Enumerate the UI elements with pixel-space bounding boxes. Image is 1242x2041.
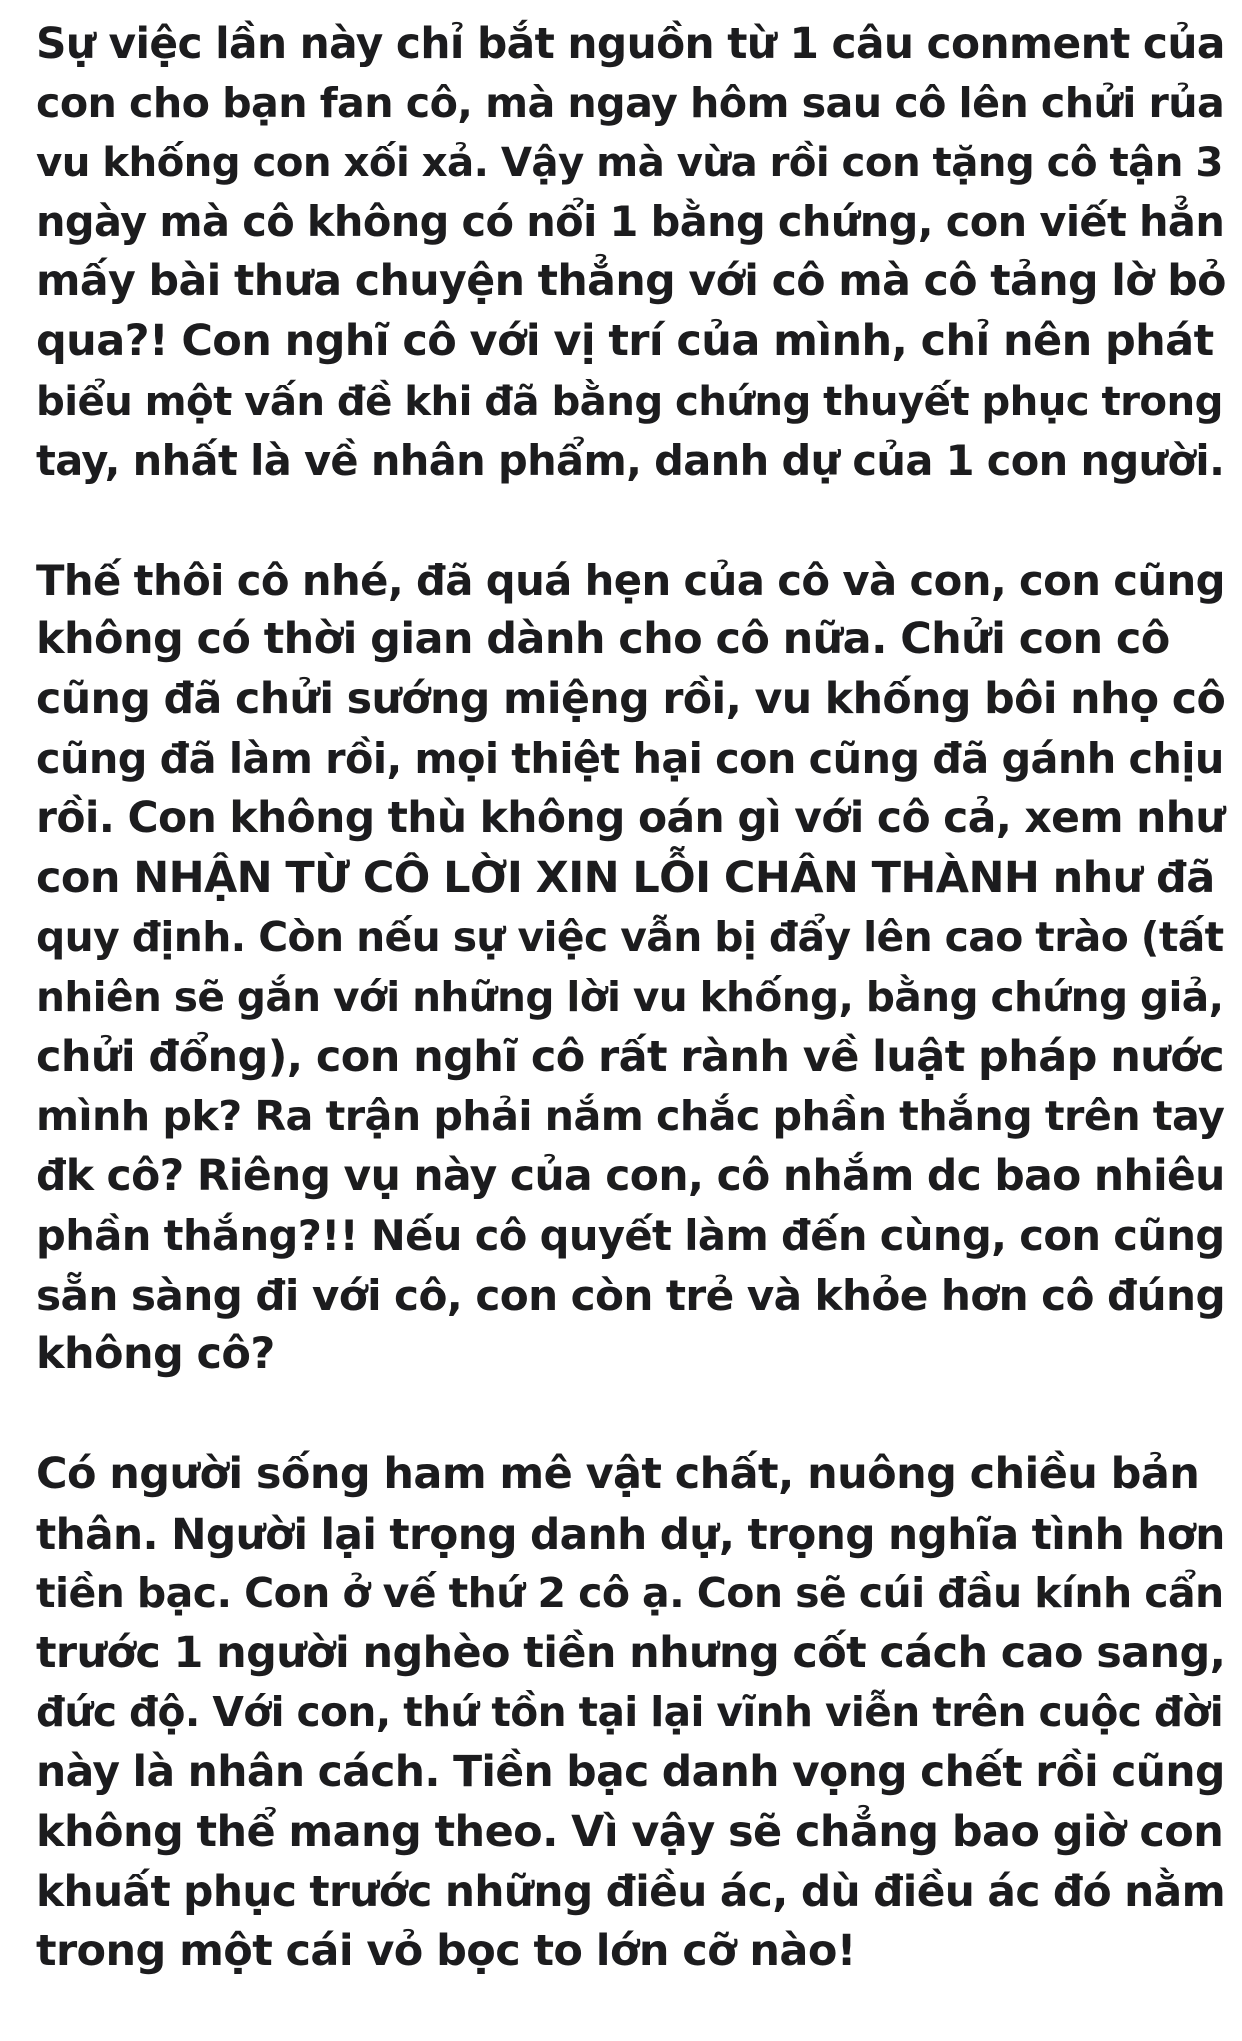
text-line: đức độ. Với con, thứ tồn tại lại vĩnh viễn trên cuộc đời xyxy=(36,1688,1224,1737)
text-line: đk cô? Riêng vụ này của con, cô nhắm dc bao nhiêu xyxy=(36,1151,1225,1201)
text-line: không cô? xyxy=(36,1329,275,1380)
text-line: khuất phục trước những điều ác, dù điều ác đó nằm xyxy=(36,1867,1226,1917)
paragraph-3 xyxy=(36,1445,1226,1981)
post-text xyxy=(36,14,1226,2041)
text-line: trước 1 người nghèo tiền nhưng cốt cách cao sang, xyxy=(36,1627,1226,1678)
text-line: con cho bạn fan cô, mà ngay hôm sau cô lên chửi rủa xyxy=(36,78,1225,127)
text-line: nhiên sẽ gắn với những lời vu khống, bằng chứng giả, xyxy=(36,972,1224,1021)
text-line: cũng đã chửi sướng miệng rồi, vu khống bôi nhọ cô xyxy=(36,673,1226,724)
text-line: Thế thôi cô nhé, đã quá hẹn của cô và con, con cũng xyxy=(36,555,1225,605)
text-line: sẵn sàng đi với cô, con còn trẻ và khỏe hơn cô đúng xyxy=(36,1270,1226,1320)
text-line: tay, nhất là về nhân phẩm, danh dự của 1 con người. xyxy=(36,436,1225,486)
text-line: tiền bạc. Con ở vế thứ 2 cô ạ. Con sẽ cúi đầu kính cẩn xyxy=(36,1569,1224,1618)
text-line: con NHẬN TỪ CÔ LỜI XIN LỖI CHÂN THÀNH như đã xyxy=(36,852,1215,903)
text-line: phần thắng?!! Nếu cô quyết làm đến cùng, con cũng xyxy=(36,1211,1225,1261)
text-line: không thể mang theo. Vì vậy sẽ chẳng bao giờ con xyxy=(36,1806,1224,1857)
text-line: quy định. Còn nếu sự việc vẫn bị đẩy lên cao trào (tất xyxy=(36,913,1224,962)
text-line: qua?! Con nghĩ cô với vị trí của mình, chỉ nên phát xyxy=(36,315,1214,366)
text-line: chửi đổng), con nghĩ cô rất rành về luật pháp nước xyxy=(36,1031,1225,1082)
text-line: thân. Người lại trọng danh dự, trọng nghĩa tình hơn xyxy=(36,1509,1225,1559)
text-line: Có người sống ham mê vật chất, nuông chiều bản xyxy=(36,1449,1200,1500)
text-line: không có thời gian dành cho cô nữa. Chửi con cô xyxy=(36,614,1170,665)
text-line: mình pk? Ra trận phải nắm chắc phần thắng trên tay xyxy=(36,1092,1225,1141)
text-line: ngày mà cô không có nổi 1 bằng chứng, con viết hẳn xyxy=(36,197,1225,246)
text-line: biểu một vấn đề khi đã bằng chứng thuyết phục trong xyxy=(36,377,1223,425)
text-line: mấy bài thưa chuyện thẳng với cô mà cô tảng lờ bỏ xyxy=(36,256,1226,307)
text-line: cũng đã làm rồi, mọi thiệt hại con cũng đã gánh chịu xyxy=(36,734,1224,783)
text-line: vu khống con xối xả. Vậy mà vừa rồi con tặng cô tận 3 xyxy=(36,139,1223,187)
text-line: trong một cái vỏ bọc to lớn cỡ nào! xyxy=(36,1925,856,1976)
text-line: này là nhân cách. Tiền bạc danh vọng chết rồi cũng xyxy=(36,1748,1225,1798)
text-line: Sự việc lần này chỉ bắt nguồn từ 1 câu conment của xyxy=(36,19,1225,68)
paragraph-2 xyxy=(36,551,1226,1385)
text-line: rồi. Con không thù không oán gì với cô cả, xem như xyxy=(36,794,1225,844)
paragraph-1 xyxy=(36,14,1226,491)
